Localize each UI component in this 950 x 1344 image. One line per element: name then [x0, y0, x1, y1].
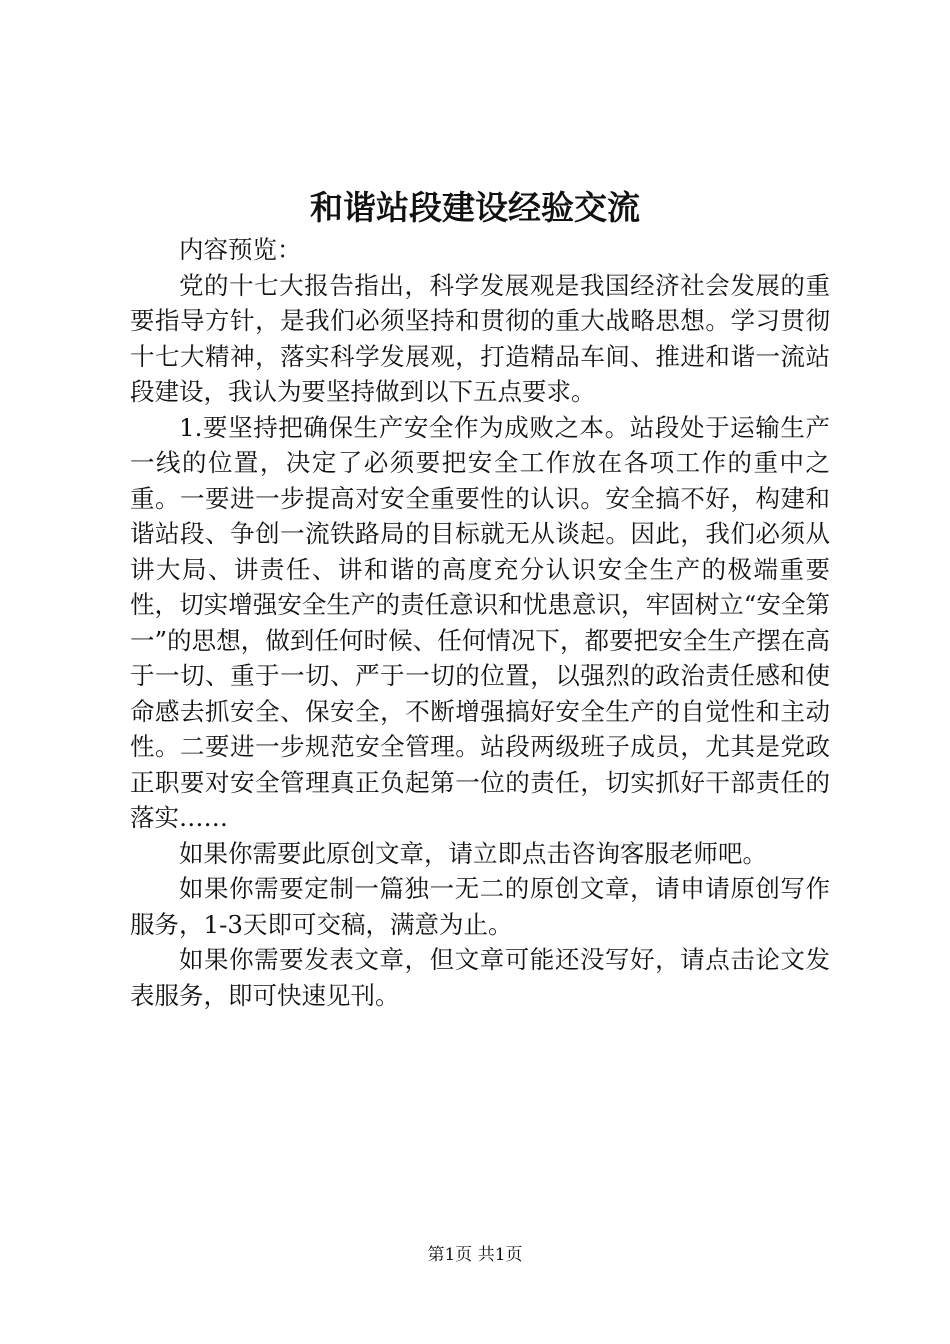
page-footer: 第1页 共1页	[427, 1245, 523, 1265]
paragraph-custom-writing[interactable]: 如果你需要定制一篇独一无二的原创文章，请申请原创写作服务，1-3天即可交稿，满意为止。	[130, 874, 830, 939]
paragraph-point-1: 1.要坚持把确保生产安全作为成败之本。站段处于运输生产一线的位置，决定了必须要把安全工作放在各项工作的重中之重。一要进一步提高对安全重要性的认识。安全搞不好，构建和谐站段、争创一流铁路局的目标就无从谈起。因此，我们必须从讲大局、讲责任、讲和谐的高度充分认识安全生产的极端重要性，切实增强安全生产的责任意识和忧患意识，牢固树立“安全第一”的思想，做到任何时候、任何情况下，都要把安全生产摆在高于一切、重于一切、严于一切的位置，以强烈的政治责任感和使命感去抓安全、保安全，不断增强搞好安全生产的自觉性和主动性。二要进一步规范安全管理。站段两级班子成员，尤其是党政正职要对安全管理真正负起第一位的责任，切实抓好干部责任的落实……	[130, 412, 830, 832]
document-title: 和谐站段建设经验交流	[310, 188, 640, 227]
paragraph-consult-link[interactable]: 如果你需要此原创文章，请立即点击咨询客服老师吧。	[179, 838, 767, 868]
preview-label: 内容预览：	[179, 235, 302, 264]
paragraph-intro: 党的十七大报告指出，科学发展观是我国经济社会发展的重要指导方针，是我们必须坚持和贯彻的重大战略思想。学习贯彻十七大精神，落实科学发展观，打造精品车间、推进和谐一流站段建设，我认为要坚持做到以下五点要求。	[130, 270, 830, 406]
paragraph-publish-service[interactable]: 如果你需要发表文章，但文章可能还没写好，请点击论文发表服务，即可快速见刊。	[130, 945, 830, 1010]
document-body	[130, 232, 830, 1013]
